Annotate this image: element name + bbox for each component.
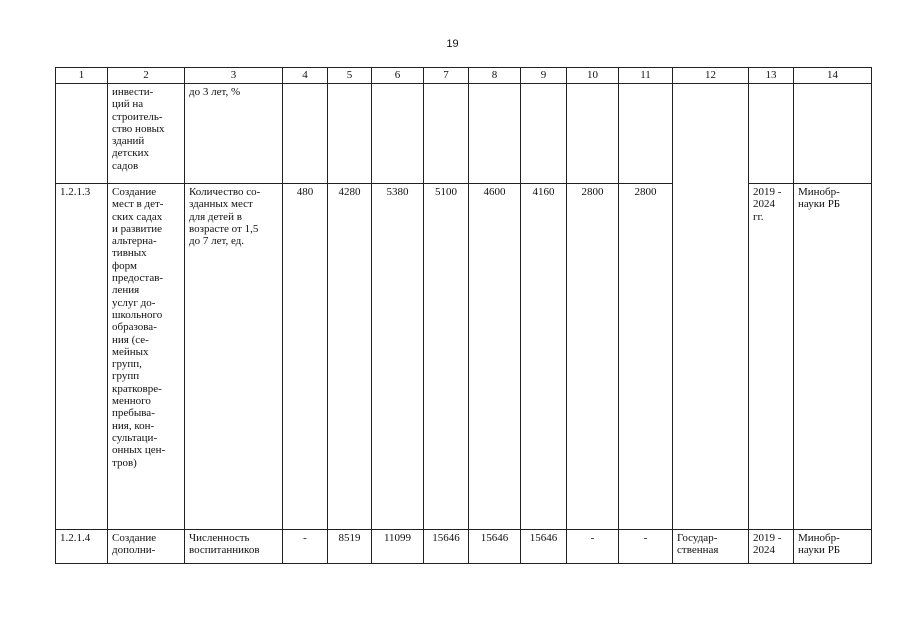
row-period: 2019 - 2024 гг. — [749, 184, 794, 530]
row-indicator: Численность воспитанников — [185, 530, 283, 564]
value-cell: 15646 — [469, 530, 521, 564]
value-cell: 5100 — [424, 184, 469, 530]
row-indicator: Количество со- зданных мест для детей в возрасте от 1,5 до 7 лет, ед. — [185, 184, 283, 530]
value-cell: 15646 — [424, 530, 469, 564]
row-period: 2019 - 2024 — [749, 530, 794, 564]
header-cell: 5 — [328, 68, 372, 84]
value-cell: 8519 — [328, 530, 372, 564]
header-cell: 11 — [619, 68, 673, 84]
row-name: Создание дополни- — [108, 530, 185, 564]
row-responsible: Минобр- науки РБ — [794, 184, 872, 530]
value-cell — [424, 84, 469, 184]
value-cell: 2800 — [619, 184, 673, 530]
value-cell: 4600 — [469, 184, 521, 530]
program-table — [55, 67, 872, 564]
value-cell: - — [567, 530, 619, 564]
value-cell: - — [283, 530, 328, 564]
header-cell: 8 — [469, 68, 521, 84]
row-code: 1.2.1.4 — [56, 530, 108, 564]
header-cell: 1 — [56, 68, 108, 84]
value-cell: 15646 — [521, 530, 567, 564]
header-cell: 12 — [673, 68, 749, 84]
value-cell: - — [619, 530, 673, 564]
merged-source-cell — [673, 84, 749, 530]
header-cell: 14 — [794, 68, 872, 84]
table-row — [56, 84, 872, 184]
value-cell — [619, 84, 673, 184]
value-cell — [521, 84, 567, 184]
row-code — [56, 84, 108, 184]
header-row — [56, 68, 872, 84]
value-cell: 2800 — [567, 184, 619, 530]
row-responsible — [794, 84, 872, 184]
row-indicator: до 3 лет, % — [185, 84, 283, 184]
row-responsible: Минобр- науки РБ — [794, 530, 872, 564]
row-period — [749, 84, 794, 184]
value-cell: 4280 — [328, 184, 372, 530]
value-cell: 5380 — [372, 184, 424, 530]
value-cell: 4160 — [521, 184, 567, 530]
row-name: Создание мест в дет- ских садах и развитие альтерна- тивных форм предостав- ления услуг до- школьного образова- ния (се- мейных групп, групп кратковре- менного пребыва- ния, кон- сультаци- онных цен- тров) — [108, 184, 185, 530]
table-row — [56, 184, 872, 530]
header-cell: 3 — [185, 68, 283, 84]
header-cell: 4 — [283, 68, 328, 84]
header-cell: 9 — [521, 68, 567, 84]
value-cell — [283, 84, 328, 184]
value-cell — [328, 84, 372, 184]
value-cell: 480 — [283, 184, 328, 530]
header-cell: 6 — [372, 68, 424, 84]
header-cell: 7 — [424, 68, 469, 84]
value-cell — [567, 84, 619, 184]
row-code: 1.2.1.3 — [56, 184, 108, 530]
page-number: 19 — [446, 38, 459, 50]
row-source: Государ- ственная — [673, 530, 749, 564]
value-cell — [372, 84, 424, 184]
header-cell: 10 — [567, 68, 619, 84]
row-name: инвести- ций на строитель- ство новых зданий детских садов — [108, 84, 185, 184]
table-row — [56, 530, 872, 564]
value-cell: 11099 — [372, 530, 424, 564]
header-cell: 2 — [108, 68, 185, 84]
value-cell — [469, 84, 521, 184]
header-cell: 13 — [749, 68, 794, 84]
